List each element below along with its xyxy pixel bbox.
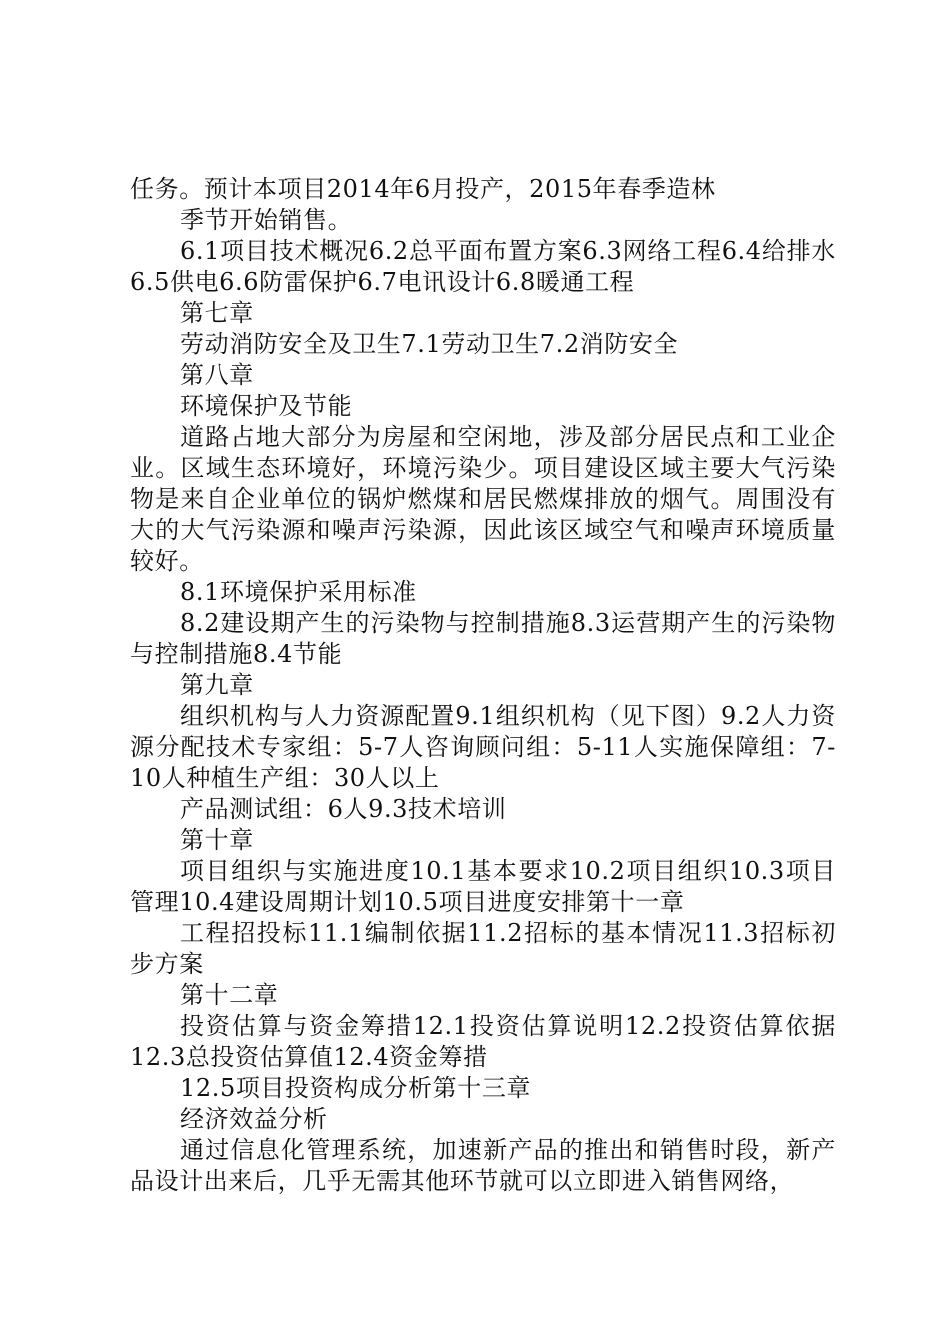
paragraph: 8.2建设期产生的污染物与控制措施8.3运营期产生的污染物与控制措施8.4节能 bbox=[130, 609, 836, 668]
paragraph: 6.1项目技术概况6.2总平面布置方案6.3网络工程6.4给排水6.5供电6.6防雷保护6.7电讯设计6.8暖通工程 bbox=[130, 237, 836, 296]
document-body bbox=[130, 174, 836, 1197]
paragraph: 组织机构与人力资源配置9.1组织机构（见下图）9.2人力资源分配技术专家组：5-7人咨询顾问组：5-11人实施保障组：7-10人种植生产组：30人以上 bbox=[130, 702, 836, 792]
paragraph: 通过信息化管理系统，加速新产品的推出和销售时段，新产品设计出来后，几乎无需其他环节就可以立即进入销售网络， bbox=[130, 1136, 836, 1195]
paragraph: 项目组织与实施进度10.1基本要求10.2项目组织10.3项目管理10.4建设周期计划10.5项目进度安排第十一章 bbox=[130, 857, 836, 916]
chapter-heading: 第十二章 bbox=[180, 981, 279, 1009]
chapter-heading: 第十章 bbox=[180, 826, 254, 854]
paragraph: 道路占地大部分为房屋和空闲地，涉及部分居民点和工业企业。区域生态环境好，环境污染少。项目建设区域主要大气污染物是来自企业单位的锅炉燃煤和居民燃煤排放的烟气。周围没有大的大气污染源和噪声污染源，因此该区域空气和噪声环境质量较好。 bbox=[130, 423, 836, 575]
paragraph: 劳动消防安全及卫生7.1劳动卫生7.2消防安全 bbox=[180, 330, 679, 358]
paragraph: 经济效益分析 bbox=[180, 1105, 328, 1133]
paragraph: 8.1环境保护采用标准 bbox=[180, 578, 417, 606]
paragraph: 环境保护及节能 bbox=[180, 392, 353, 420]
paragraph: 产品测试组：6人9.3技术培训 bbox=[180, 795, 507, 823]
paragraph: 工程招投标11.1编制依据11.2招标的基本情况11.3招标初步方案 bbox=[130, 919, 836, 978]
paragraph: 季节开始销售。 bbox=[180, 206, 353, 234]
paragraph: 任务。预计本项目2014年6月投产，2015年春季造林 bbox=[130, 175, 716, 203]
chapter-heading: 第九章 bbox=[180, 671, 254, 699]
paragraph: 12.5项目投资构成分析第十三章 bbox=[180, 1074, 532, 1102]
chapter-heading: 第七章 bbox=[180, 299, 254, 327]
chapter-heading: 第八章 bbox=[180, 361, 254, 389]
paragraph: 投资估算与资金筹措12.1投资估算说明12.2投资估算依据12.3总投资估算值12.4资金筹措 bbox=[130, 1012, 836, 1071]
